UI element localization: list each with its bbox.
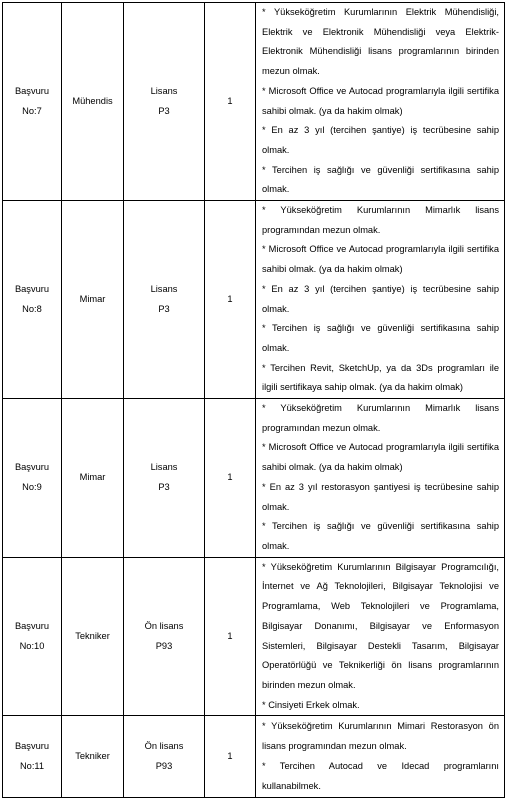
requirement-item: * Yükseköğretim Kurumlarının Elektrik Mühendisliği, Elektrik ve Elektronik Mühendisliği veya Elektrik-Elektronik Mühendisliği lisans programlarının birinden mezun olmak.: [262, 7, 499, 77]
education-cell: [124, 557, 205, 716]
education-level: Lisans: [150, 283, 178, 294]
count-cell: 1: [205, 716, 256, 798]
education-cell: [124, 3, 205, 201]
application-number-cell: [3, 716, 62, 798]
requirement-item: * Tercihen iş sağlığı ve güvenliği sertifikasına sahip olmak.: [262, 164, 499, 195]
education-code: P93: [155, 760, 173, 771]
application-label: Başvuru: [14, 620, 50, 631]
requirements-cell: [256, 557, 505, 716]
requirement-item: * En az 3 yıl (tercihen şantiye) iş tecrübesine sahip olmak.: [262, 125, 499, 155]
application-number: No:8: [22, 303, 42, 314]
application-number-cell: [3, 399, 62, 558]
table-row: [3, 557, 505, 716]
requirement-item: * Microsoft Office ve Autocad programlarıyla ilgili sertifika sahibi olmak. (ya da hakim olmak): [262, 85, 499, 116]
requirement-item: * Tercihen Revit, SketchUp, ya da 3Ds programları ile ilgili sertifikaya sahip olmak. (ya da hakim olmak): [262, 362, 499, 393]
table-row: [3, 399, 505, 558]
requirement-item: * Tercihen iş sağlığı ve güvenliği sertifikasına sahip olmak.: [262, 521, 499, 551]
requirement-item: * Tercihen iş sağlığı ve güvenliği sertifikasına sahip olmak.: [262, 323, 499, 353]
requirement-item: * En az 3 yıl restorasyon şantiyesi iş tecrübesine sahip olmak.: [262, 481, 499, 512]
position-cell: Mimar: [62, 201, 124, 399]
application-number: No:9: [22, 481, 42, 492]
application-label: Başvuru: [14, 283, 50, 294]
application-number-cell: [3, 3, 62, 201]
position-cell: Tekniker: [62, 557, 124, 716]
requirements-cell: [256, 3, 505, 201]
education-level: Ön lisans: [144, 741, 184, 752]
requirement-item: * Yükseköğretim Kurumlarının Mimari Restorasyon ön lisans programından mezun olmak.: [262, 721, 499, 752]
requirement-item: * Yükseköğretim Kurumlarının Bilgisayar Programcılığı, İnternet ve Ağ Teknolojileri, Bilgisayar Teknolojisi ve Programlama, Web Teknolojileri ve Programlama, Bilgisayar Donanımı, Bilgisayar ve Enformasyon Sistemleri, Bilgisayar Destekli Tasarım, Bilgisayar Operatörlüğü ve Teknikerliği ön lisans programlarının birinden mezun olmak.: [262, 561, 499, 690]
education-cell: [124, 716, 205, 798]
application-number: No:10: [19, 640, 45, 651]
education-level: Lisans: [150, 462, 178, 473]
application-number-cell: [3, 557, 62, 716]
position-cell: Tekniker: [62, 716, 124, 798]
requirements-cell: [256, 399, 505, 558]
application-label: Başvuru: [14, 741, 50, 752]
education-code: P3: [158, 303, 170, 314]
education-code: P3: [158, 105, 170, 116]
application-number-cell: [3, 201, 62, 399]
requirement-item: * En az 3 yıl (tercihen şantiye) iş tecrübesine sahip olmak.: [262, 283, 499, 314]
requirement-item: * Microsoft Office ve Autocad programlarıyla ilgili sertifika sahibi olmak. (ya da hakim olmak): [262, 442, 499, 473]
count-cell: 1: [205, 557, 256, 716]
education-level: Lisans: [150, 85, 178, 96]
education-level: Ön lisans: [144, 620, 184, 631]
application-number: No:11: [19, 760, 45, 771]
requirement-item: * Cinsiyeti Erkek olmak.: [262, 699, 360, 710]
requirements-cell: [256, 716, 505, 798]
count-cell: 1: [205, 201, 256, 399]
requirements-table: [2, 2, 505, 798]
education-cell: [124, 201, 205, 399]
position-cell: Mühendis: [62, 3, 124, 201]
table-row: [3, 3, 505, 201]
requirements-cell: [256, 201, 505, 399]
requirement-item: * Yükseköğretim Kurumlarının Mimarlık lisans programından mezun olmak.: [262, 205, 499, 235]
education-code: P93: [155, 640, 173, 651]
count-cell: 1: [205, 399, 256, 558]
application-label: Başvuru: [14, 462, 50, 473]
education-cell: [124, 399, 205, 558]
requirement-item: * Yükseköğretim Kurumlarının Mimarlık lisans programından mezun olmak.: [262, 403, 499, 433]
application-label: Başvuru: [14, 85, 50, 96]
position-cell: Mimar: [62, 399, 124, 558]
application-number: No:7: [22, 105, 42, 116]
table-row: [3, 201, 505, 399]
count-cell: 1: [205, 3, 256, 201]
table-row: [3, 716, 505, 798]
education-code: P3: [158, 481, 170, 492]
requirement-item: * Tercihen Autocad ve Idecad programlarını kullanabilmek.: [262, 760, 499, 791]
requirement-item: * Microsoft Office ve Autocad programlarıyla ilgili sertifika sahibi olmak. (ya da hakim olmak): [262, 244, 499, 275]
